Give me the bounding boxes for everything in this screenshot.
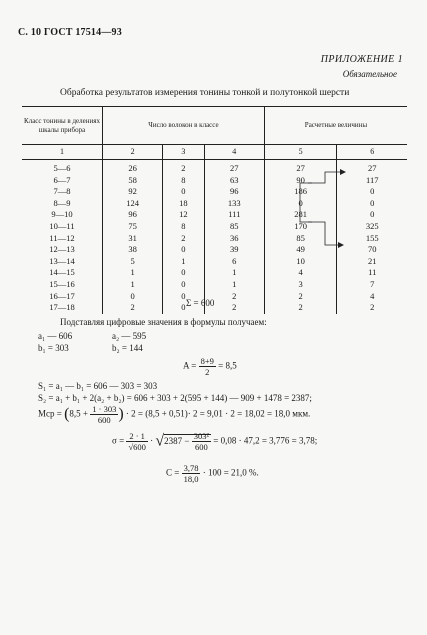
table-cell: 0: [264, 198, 337, 210]
table-cell: 18: [163, 198, 205, 210]
col1-header: Класс тонины в делениях шкалы прибора: [22, 107, 103, 145]
A-fraction: $\frac{8+9}{2}$: [200, 356, 214, 377]
table-cell: 58: [103, 175, 163, 187]
arrow-to-117: [308, 172, 340, 183]
table-cell: 0: [337, 209, 407, 221]
table-cell: 39: [204, 244, 264, 256]
table-cell: 96: [204, 186, 264, 198]
A-lhs: A =: [183, 360, 197, 371]
M-rhs: · 2 = (8,5 + 0,51)· 2 = 9,01 · 2 = 18,02 = 18,0 мкм.: [125, 408, 311, 419]
arrowhead-117: [340, 169, 346, 175]
sqrt-sign: √: [155, 432, 165, 450]
table-cell: 0: [163, 302, 205, 314]
table-cell: 133: [204, 198, 264, 210]
table-cell: 27: [337, 160, 407, 175]
table-cell: 5: [103, 256, 163, 268]
a1-value: a₁ — 606: [38, 331, 73, 341]
table-cell: 3: [264, 279, 337, 291]
table-cell: 15—16: [49, 278, 75, 289]
table-cell: 117: [337, 175, 407, 187]
table-cell: 75: [103, 221, 163, 233]
a2-value: a₂ — 595: [112, 331, 147, 341]
table-cell: 0: [163, 267, 205, 279]
formula-sigma: σ = $\frac{2 \cdot 1}{√600}$ · √2387 − $\frac{\text{303²}}{600}$ = 0,08 · 47,2 = 3,776 = 3,78;: [112, 431, 318, 452]
table-cell: 2: [163, 233, 205, 245]
table-cell: 27: [264, 160, 337, 175]
table-cell: 85: [204, 221, 264, 233]
table-cell: 155: [337, 233, 407, 245]
M-pre: 8,5 +: [69, 408, 88, 419]
table-cell: 8: [163, 175, 205, 187]
table-cell: 0: [337, 198, 407, 210]
arrow-to-325: [308, 222, 338, 245]
table-cell: 2: [264, 302, 337, 314]
table-cell: 0: [163, 291, 205, 303]
table-cell: 31: [103, 233, 163, 245]
table-cell: 21: [337, 256, 407, 268]
table-cell: 2: [103, 302, 163, 314]
sqrt-body: 2387 − $\frac{\text{303²}}{600}$: [164, 431, 210, 452]
table-cell: 2: [264, 291, 337, 303]
table-cell: 2: [204, 302, 264, 314]
arrowhead-325: [338, 242, 344, 248]
M-fraction: $\frac{1 \cdot 303}{600}$: [92, 404, 117, 425]
b2-value: b₂ = 144: [112, 343, 143, 353]
table-cell: 36: [204, 233, 264, 245]
table-cell: 90: [264, 175, 337, 187]
table-cell: 0: [163, 186, 205, 198]
table-cell: 12: [163, 209, 205, 221]
sigma-rhs: = 0,08 · 47,2 = 3,776 = 3,78;: [213, 435, 318, 446]
sigma-lhs: σ =: [112, 435, 125, 446]
table-cell: 1: [103, 267, 163, 279]
table-cell: 70: [337, 244, 407, 256]
table-cell: 27: [204, 160, 264, 175]
table-cell: 111: [204, 209, 264, 221]
table-title: Обработка результатов измерения тонины тонкой и полутонкой шерсти: [60, 88, 350, 98]
A-rhs: = 8,5: [218, 360, 237, 371]
col-number: 1: [22, 145, 103, 160]
table-cell: 11: [337, 267, 407, 279]
formula-A: [183, 356, 237, 377]
table-cell: 9—10: [51, 209, 73, 220]
table-cell: 12—13: [49, 244, 75, 255]
formula-C: [166, 463, 259, 484]
table-cell: 6—7: [53, 174, 71, 185]
table-cell: 26: [103, 160, 163, 175]
col-number: 2: [103, 145, 163, 160]
table-cell: 17—18: [49, 302, 75, 313]
col-number: 6: [337, 145, 407, 160]
fibers-group-header: Число волокон в классе: [103, 107, 265, 145]
table-cell: 11—12: [49, 232, 75, 243]
col-number: 4: [204, 145, 264, 160]
table-cell: 281: [264, 209, 337, 221]
table-cell: 85: [264, 233, 337, 245]
formula-S2: S₂ = a₁ + b₁ + 2(a₂ + b₂) = 606 + 303 + 2(595 + 144) — 909 + 1478 = 2387;: [38, 393, 312, 403]
table-cell: 8: [163, 221, 205, 233]
table-cell: 0: [163, 279, 205, 291]
table-cell: 10: [264, 256, 337, 268]
table-cell: 2: [204, 291, 264, 303]
table-cell: 0: [337, 186, 407, 198]
table-cell: 14—15: [49, 267, 75, 278]
table-cell: 63: [204, 175, 264, 187]
table-cell: 1: [204, 267, 264, 279]
table-cell: 186: [264, 186, 337, 198]
C-fraction: $\frac{3,78}{18,0}$: [183, 463, 199, 484]
M-lhs: Mср =: [38, 408, 62, 419]
table-cell: 7—8: [53, 186, 71, 197]
intro-text: Подставляя цифровые значения в формулы получаем:: [60, 317, 267, 327]
table-cell: 13—14: [49, 255, 75, 266]
table-cell: 38: [103, 244, 163, 256]
table-cell: 5—6: [53, 163, 71, 173]
table-cell: 49: [264, 244, 337, 256]
C-rhs: · 100 = 21,0 %.: [202, 467, 259, 478]
table-cell: 1: [163, 256, 205, 268]
table-cell: 92: [103, 186, 163, 198]
sum-label: Σ = 600: [186, 298, 215, 308]
table-cell: 6: [204, 256, 264, 268]
table-cell: 96: [103, 209, 163, 221]
table-cell: 0: [103, 291, 163, 303]
table-cell: 10—11: [49, 220, 75, 231]
col-number: 5: [264, 145, 337, 160]
table-cell: 2: [163, 160, 205, 175]
table-cell: 16—17: [49, 290, 75, 301]
sigma-fraction: $\frac{2 \cdot 1}{√600}$: [128, 431, 146, 452]
bracket-line: [300, 183, 312, 222]
formula-S1: S₁ = a₁ — b₁ = 606 — 303 = 303: [38, 381, 158, 391]
table-cell: 0: [163, 244, 205, 256]
calc-group-header: Расчетные величины: [264, 107, 407, 145]
appendix-status: Обязательное: [342, 69, 397, 79]
table-cell: 170: [264, 221, 337, 233]
table-cell: 1: [103, 279, 163, 291]
C-lhs: C =: [166, 467, 180, 478]
table-cell: 124: [103, 198, 163, 210]
b1-value: b₁ = 303: [38, 343, 69, 353]
table-cell: 325: [337, 221, 407, 233]
table-cell: 1: [204, 279, 264, 291]
table-cell: 2: [337, 302, 407, 314]
table-cell: 4: [264, 267, 337, 279]
formula-M: Mср = (8,5 + $\frac{1 \cdot 303}{600}$ ) · 2 = (8,5 + 0,51)· 2 = 9,01 · 2 = 18,02 = 18,0 мкм.: [38, 404, 311, 425]
table-cell: 4: [337, 291, 407, 303]
page-header: С. 10 ГОСТ 17514—93: [18, 27, 122, 38]
col-number: 3: [163, 145, 205, 160]
table-cell: 8—9: [53, 197, 71, 208]
table-cell: 7: [337, 279, 407, 291]
appendix-title: ПРИЛОЖЕНИЕ 1: [320, 54, 403, 65]
